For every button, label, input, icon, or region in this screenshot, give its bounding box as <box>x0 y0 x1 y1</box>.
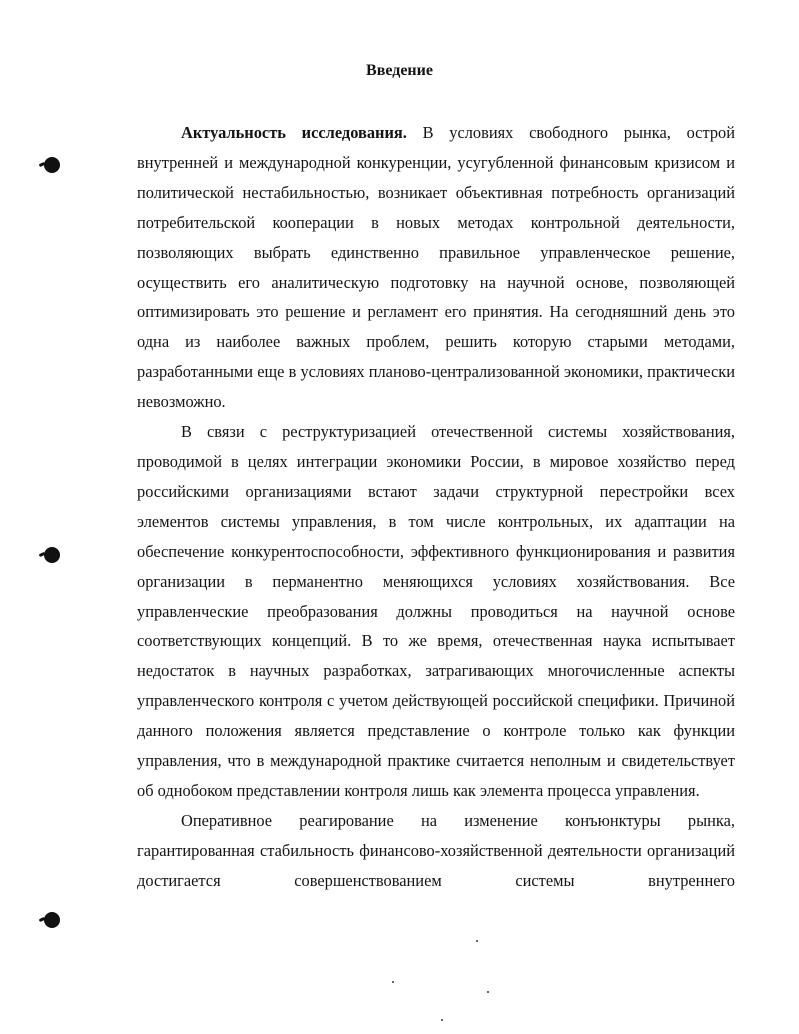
paragraph-restructuring: В связи с реструктуризацией отечественной системы хозяйствования, проводимой в целях интеграции экономики России, в мировое хозяйство перед российскими организациями встают задачи структурной перестройки всех элементов системы управления, в том числе контрольных, их адаптации на обеспечение конкурентоспособности, эффективного функционирования и развития организации в перманентно меняющихся условиях хозяйствования. Все управленческие преобразования должны проводиться на научной основе соответствующих концепций. В то же время, отечественная наука испытывает недостаток в научных разработках, затрагивающих многочисленные аспекты управленческого контроля с учетом действующей российской специфики. Причиной данного положения является представление о контроле только как функции управления, что в международной практике считается неполным и свидетельствует об однобоком представлении контроля лишь как элемента процесса управления. <box>137 422 735 800</box>
paragraph-operative: Оперативное реагирование на изменение конъюнктуры рынка, гарантированная стабильность финансово-хозяйственной деятельности организаций достигается совершенствованием системы внутреннего <box>137 810 735 890</box>
paragraph-relevance <box>137 118 735 417</box>
scan-speck <box>476 940 478 942</box>
document-body <box>137 118 735 896</box>
scan-speck <box>441 1019 443 1021</box>
paragraph-lead: Актуальность исследования. <box>181 123 407 142</box>
binder-hole-mark <box>44 157 60 173</box>
binder-hole-mark <box>44 547 60 563</box>
page-title: Введение <box>366 62 433 79</box>
binder-hole-mark <box>44 912 60 928</box>
scan-speck <box>392 981 394 983</box>
paragraph-text: В условиях свободного рынка, острой внутренней и международной конкуренции, усугубленной финансовым кризисом и политической нестабильностью, возникает объективная потребность организаций потребительской кооперации в новых методах контрольной деятельности, позволяющих выбрать единственно правильное управленческое решение, осуществить его аналитическую подготовку на научной основе, позволяющей оптимизировать это решение и регламент его принятия. На сегодняшний день это одна из наиболее важных проблем, решить которую старыми методами, разработанными еще в условиях планово-централизованной экономики, практически невозможно. <box>137 123 735 412</box>
scan-speck <box>487 991 489 993</box>
